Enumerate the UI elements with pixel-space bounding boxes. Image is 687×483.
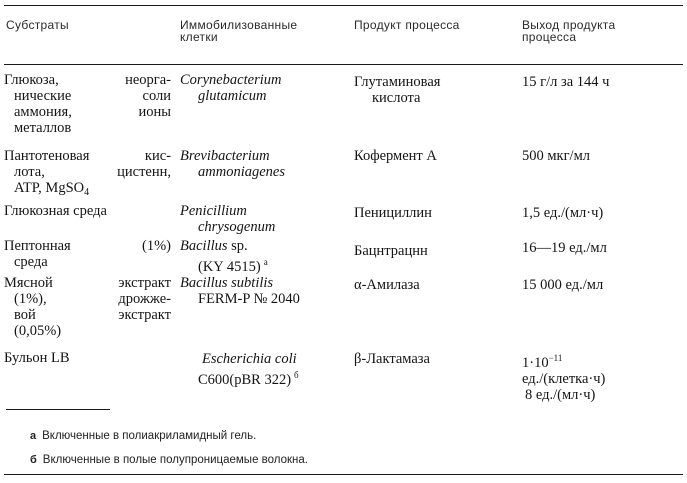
row1-substrate: Глюкоза, неорга- нические соли аммония, ионы металлов — [4, 72, 171, 136]
row1-cells: Corynebacterium glutamicum — [180, 72, 282, 104]
header-bottom-rule — [4, 64, 683, 65]
header-cells: Иммобилизованные клетки — [180, 18, 298, 44]
row2-substrate: Пантотеновая кис- лота, цистенн, ATP, MgSO$_4$ — [4, 148, 171, 198]
row6-substrate: Бульон LB — [4, 350, 70, 366]
row5-yield: 15 000 ед./мл — [522, 277, 604, 293]
footnote-b: б Включенные в полые полупроницаемые волокна. — [30, 454, 308, 466]
row3-yield: 1,5 ед./(мл·ч) — [522, 205, 604, 221]
header-product: Продукт процесса — [354, 18, 460, 32]
row5-substrate: Мясной экстракт (1%), дрожже- вой экстракт (0,05%) — [4, 275, 171, 339]
row4-yield: 16—19 ед./мл — [522, 240, 607, 256]
row5-product: α-Амилаза — [354, 277, 420, 293]
row1-yield: 15 г/л за 144 ч — [522, 74, 610, 90]
footnote-separator — [6, 409, 110, 410]
table-bottom-rule — [4, 474, 683, 475]
footnote-a: а Включенные в полиакриламидный гель. — [30, 430, 257, 442]
header-substrates: Субстраты — [6, 18, 69, 32]
header-yield: Выход продукта процесса — [522, 18, 616, 44]
row2-cells: Brevibacterium ammoniagenes — [180, 148, 285, 180]
row3-product: Пенициллин — [354, 205, 432, 221]
row6-product: β-Лактамаза — [354, 351, 430, 367]
row6-yield: $1\cdot 10^{-11}$ ед./(клетка·ч) 8 ед./(мл·ч) — [522, 353, 606, 403]
row4-cells: Bacillus sp. (KY 4515) $^a$ — [180, 238, 268, 275]
row3-cells: Penicillium chrysogenum — [180, 203, 276, 235]
row2-yield: 500 мкг/мл — [522, 148, 590, 164]
row1-product: Глутаминовая кислота — [354, 74, 441, 106]
row2-product: Кофермент А — [354, 148, 437, 164]
row4-substrate: Пептонная (1%) среда — [4, 238, 171, 270]
row4-product: Бацнтрацнн — [354, 243, 428, 259]
row5-cells: Bacillus subtilis FERM-P № 2040 — [180, 275, 300, 307]
row6-cells: Escherichia coli C600(pBR 322) $^б$ — [198, 351, 299, 388]
table-top-rule — [4, 5, 683, 6]
row3-substrate: Глюкозная среда — [4, 203, 107, 219]
